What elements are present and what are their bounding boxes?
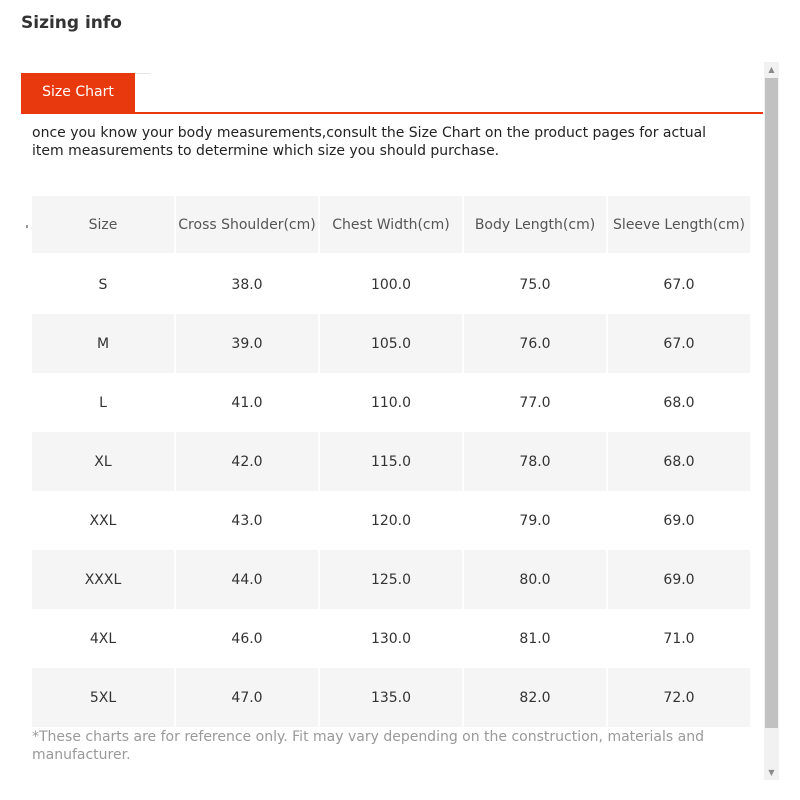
cell-sleeve-length: 69.0 — [663, 512, 695, 529]
cell-body-length: 78.0 — [464, 432, 606, 491]
table-row — [32, 550, 750, 609]
table-row — [32, 491, 750, 550]
cell-cross-shoulder: 42.0 — [176, 432, 318, 491]
scroll-down-icon[interactable]: ▼ — [768, 768, 775, 777]
size-chart-panel — [21, 73, 763, 800]
cell-chest-width: 110.0 — [370, 394, 412, 411]
cell-sleeve-length: 69.0 — [608, 550, 750, 609]
column-header-chest-width: Chest Width(cm) — [320, 196, 462, 253]
cell-size: XXXL — [32, 550, 174, 609]
cell-chest-width: 135.0 — [320, 668, 462, 727]
table-row — [32, 373, 750, 432]
table-row — [32, 314, 750, 373]
disclaimer-text: *These charts are for reference only. Fit may vary depending on the construction, materials and manufacturer. — [32, 729, 704, 763]
cell-size: XL — [32, 432, 174, 491]
table-body — [32, 255, 750, 727]
cell-cross-shoulder: 44.0 — [176, 550, 318, 609]
cell-sleeve-length: 68.0 — [663, 394, 695, 411]
cell-size: 5XL — [32, 668, 174, 727]
table-row — [32, 668, 750, 727]
cell-cross-shoulder: 41.0 — [231, 394, 263, 411]
table-row — [32, 432, 750, 491]
cell-sleeve-length: 68.0 — [608, 432, 750, 491]
cell-cross-shoulder: 46.0 — [231, 630, 263, 647]
cell-cross-shoulder: 47.0 — [176, 668, 318, 727]
table-header — [32, 196, 750, 255]
scroll-up-icon[interactable]: ▲ — [768, 65, 775, 74]
cell-sleeve-length: 72.0 — [608, 668, 750, 727]
cell-body-length: 79.0 — [519, 512, 551, 529]
cell-chest-width: 125.0 — [320, 550, 462, 609]
cell-body-length: 81.0 — [519, 630, 551, 647]
cell-cross-shoulder: 38.0 — [231, 276, 263, 293]
cell-body-length: 76.0 — [464, 314, 606, 373]
cell-size: 4XL — [89, 630, 117, 647]
table-row — [32, 609, 750, 668]
cell-size: S — [98, 276, 108, 293]
cell-sleeve-length: 71.0 — [663, 630, 695, 647]
cell-chest-width: 105.0 — [320, 314, 462, 373]
column-header-body-length: Body Length(cm) — [464, 196, 606, 253]
intro-text: once you know your body measurements,consult the Size Chart on the product pages for actual item measurements to determine which size you should purchase. — [32, 125, 707, 159]
text-marker — [26, 225, 28, 228]
column-header-size: Size — [32, 196, 174, 253]
column-header-sleeve-length: Sleeve Length(cm) — [608, 196, 750, 253]
cell-sleeve-length: 67.0 — [608, 314, 750, 373]
cell-body-length: 82.0 — [464, 668, 606, 727]
cell-chest-width: 120.0 — [370, 512, 412, 529]
cell-cross-shoulder: 43.0 — [231, 512, 263, 529]
column-header-cross-shoulder: Cross Shoulder(cm) — [176, 196, 318, 253]
vertical-scrollbar[interactable] — [764, 62, 779, 780]
cell-chest-width: 115.0 — [320, 432, 462, 491]
cell-body-length: 77.0 — [519, 394, 551, 411]
cell-size: XXL — [89, 512, 117, 529]
tab-size-chart[interactable]: Size Chart — [21, 73, 135, 112]
cell-size: M — [32, 314, 174, 373]
cell-size: L — [99, 394, 107, 411]
table-row — [32, 255, 750, 314]
page-title: Sizing info — [21, 13, 122, 33]
tab-divider — [135, 73, 151, 74]
cell-cross-shoulder: 39.0 — [176, 314, 318, 373]
cell-sleeve-length: 67.0 — [663, 276, 695, 293]
cell-body-length: 75.0 — [519, 276, 551, 293]
cell-chest-width: 130.0 — [370, 630, 412, 647]
size-table — [30, 196, 752, 727]
scrollbar-thumb[interactable] — [765, 78, 778, 728]
cell-body-length: 80.0 — [464, 550, 606, 609]
cell-chest-width: 100.0 — [370, 276, 412, 293]
tab-bar — [21, 73, 763, 114]
